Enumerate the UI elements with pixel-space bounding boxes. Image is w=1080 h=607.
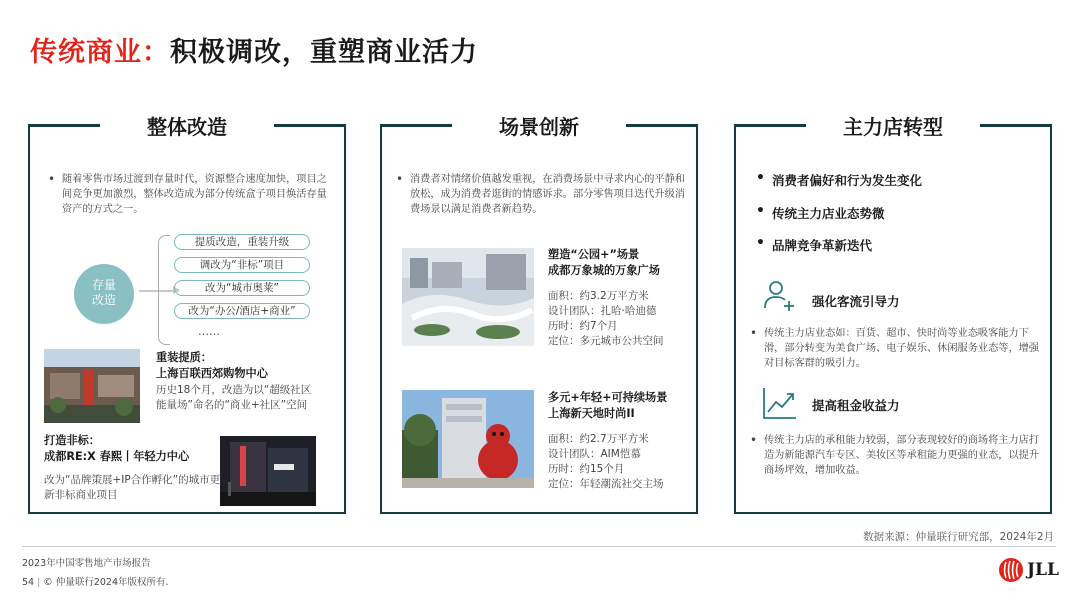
panel-overall-renovation: [28, 115, 346, 514]
jll-logo: [998, 557, 1059, 583]
footer-divider: [22, 546, 1056, 547]
feature-item: • 传统主力店业态势微: [756, 204, 885, 222]
logo-text: JLL: [1027, 560, 1059, 580]
panel-scene-innovation: [380, 115, 698, 514]
stock-renovation-circle: 存量 改造: [74, 264, 134, 324]
panel-bullet: • 随着零售市场过渡到存量时代，资源整合速度加快，项目之间竞争更加激烈，整体改造成为部分传统盒子项目焕活存量资产的方式之一。: [48, 172, 334, 217]
report-name: 2023年中国零售地产市场报告: [22, 558, 151, 569]
growth-chart-icon: [762, 386, 798, 424]
more-ellipsis: ……: [198, 325, 220, 338]
bailian-mall-photo: [44, 349, 140, 423]
copyright: © 仲量联行2024年版权所有.: [43, 577, 169, 588]
title-prefix: 传统商业：: [30, 37, 170, 68]
panel-anchor-store: [734, 115, 1052, 514]
option-pill: 提质改造，重装升级: [174, 234, 310, 250]
add-user-icon: [762, 278, 798, 318]
mixc-plaza-photo: [402, 248, 534, 346]
option-pill: 改为“办公/酒店+商业”: [174, 303, 310, 319]
case-title: 打造非标： 成都RE:X 春熙丨年轻力中心: [44, 434, 190, 463]
footer-meta: 54 | © 仲量联行2024年版权所有.: [22, 577, 169, 588]
option-pill: 调改为“非标”项目: [174, 257, 310, 273]
feature-item: • 消费者偏好和行为发生变化: [756, 171, 922, 189]
case-details: 面积：约3.2万平方米 设计团队：扎哈·哈迪德 历时：约7个月 定位：多元城市公共空间: [548, 290, 664, 347]
panel-heading: 场景创新: [499, 115, 579, 139]
case-details: 面积：约2.7万平方米 设计团队：AIM恺慕 历时：约15个月 定位：年轻潮流社交主场: [548, 433, 664, 490]
case-description: 改为“品牌策展+IP合作孵化”的城市更新非标商业项目: [44, 474, 221, 501]
case-description: 历史18个月，改造为以“超级社区能量场”命名的“商业+社区”空间: [156, 384, 312, 411]
panel-heading: 整体改造: [147, 115, 227, 139]
title-main: 积极调改，重塑商业活力: [170, 37, 478, 68]
panel-heading: 主力店转型: [843, 115, 943, 139]
sub-heading: 强化客流引导力: [812, 294, 900, 309]
case-title: 塑造“公园+”场景 成都万象城的万象广场: [548, 248, 660, 277]
page-title: [30, 30, 478, 69]
sub-heading: 提高租金收益力: [812, 398, 900, 413]
option-pill: 改为“城市奥莱”: [174, 280, 310, 296]
sub-bullet: • 传统主力店的承租能力较弱，部分表现较好的商场将主力店打造为新能源汽车专区、美妆区等承租能力更强的业态，以提升商场坪效，增加收益。: [750, 433, 1042, 478]
case-title: 重装提质： 上海百联西郊购物中心: [156, 351, 268, 380]
panel-bullet: • 消费者对情绪价值越发重视，在消费场景中寻求内心的平静和放松，成为消费者逛街的情感诉求。部分零售项目迭代升级消费场景以满足消费者新趋势。: [396, 172, 686, 217]
case-title: 多元+年轻+可持续场景 上海新天地时尚II: [548, 391, 668, 420]
feature-item: • 品牌竞争革新迭代: [756, 236, 872, 254]
brace-divider: [158, 235, 170, 345]
xintiandi-photo: [402, 390, 534, 488]
jll-logo-icon: [998, 557, 1024, 583]
rex-chunxi-photo: [220, 436, 316, 506]
sub-bullet: • 传统主力店业态如：百货、超市、快时尚等业态吸客能力下滑，部分转变为美食广场、电子娱乐、休闲服务业态等，增强对目标客群的吸引力。: [750, 326, 1046, 371]
data-source: 数据来源：仲量联行研究部，2024年2月: [863, 531, 1054, 543]
page-number: 54: [22, 577, 35, 588]
